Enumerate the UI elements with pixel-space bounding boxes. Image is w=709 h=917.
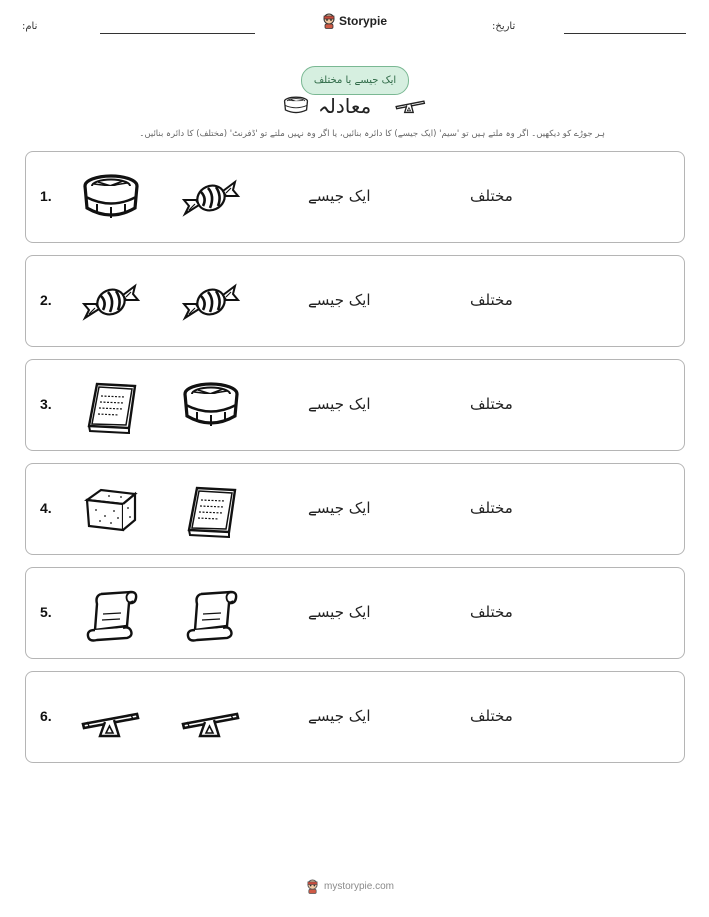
basket-icon [81, 170, 141, 226]
scroll-icon [181, 586, 241, 642]
different-option[interactable]: مختلف [470, 707, 513, 725]
brand-logo [322, 13, 387, 29]
same-option[interactable]: ایک جیسے [308, 499, 371, 517]
notepad-icon [81, 378, 141, 434]
different-option[interactable]: مختلف [470, 395, 513, 413]
footer [306, 879, 394, 894]
row-number: 2. [40, 292, 52, 308]
same-option[interactable]: ایک جیسے [308, 603, 371, 621]
pair-row-1 [25, 151, 685, 243]
candy-icon [81, 274, 141, 330]
page-title [280, 92, 430, 126]
row-number: 1. [40, 188, 52, 204]
pair-row-3 [25, 359, 685, 451]
basket-icon [282, 95, 310, 117]
scroll-icon [81, 586, 141, 642]
storypie-mascot-icon [322, 13, 336, 29]
seesaw-icon [181, 690, 241, 746]
footer-site-link[interactable]: mystorypie.com [324, 881, 395, 892]
row-number: 5. [40, 604, 52, 620]
basket-icon [181, 378, 241, 434]
candy-icon [181, 274, 241, 330]
same-option[interactable]: ایک جیسے [308, 291, 371, 309]
name-label: نام: [22, 21, 38, 32]
name-line[interactable] [100, 33, 255, 34]
different-option[interactable]: مختلف [470, 291, 513, 309]
same-option[interactable]: ایک جیسے [308, 395, 371, 413]
title-text: معادلہ [318, 94, 372, 118]
pair-row-2 [25, 255, 685, 347]
pair-row-5 [25, 567, 685, 659]
storypie-mascot-icon [306, 879, 319, 894]
pair-row-6 [25, 671, 685, 763]
sponge-icon [81, 482, 141, 538]
same-or-different-badge: ایک جیسے یا مختلف [301, 66, 409, 95]
different-option[interactable]: مختلف [470, 187, 513, 205]
date-line[interactable] [564, 33, 686, 34]
instructions: ہر جوڑے کو دیکھیں۔ اگر وہ ملتے ہیں تو 'سیم' (ایک جیسے) کا دائرہ بنائیں، یا اگر وہ نہیں ملتے تو 'ڈفرنٹ' (مختلف) کا دائرہ بنائیں۔ [139, 129, 605, 139]
same-option[interactable]: ایک جیسے [308, 707, 371, 725]
row-number: 4. [40, 500, 52, 516]
row-number: 6. [40, 708, 52, 724]
date-label: تاریخ: [492, 21, 516, 32]
seesaw-icon [81, 690, 141, 746]
different-option[interactable]: مختلف [470, 603, 513, 621]
candy-icon [181, 170, 241, 226]
notepad-icon [181, 482, 241, 538]
pair-row-4 [25, 463, 685, 555]
brand-name: Storypie [339, 14, 388, 28]
seesaw-icon [394, 98, 426, 114]
row-number: 3. [40, 396, 52, 412]
different-option[interactable]: مختلف [470, 499, 513, 517]
same-option[interactable]: ایک جیسے [308, 187, 371, 205]
